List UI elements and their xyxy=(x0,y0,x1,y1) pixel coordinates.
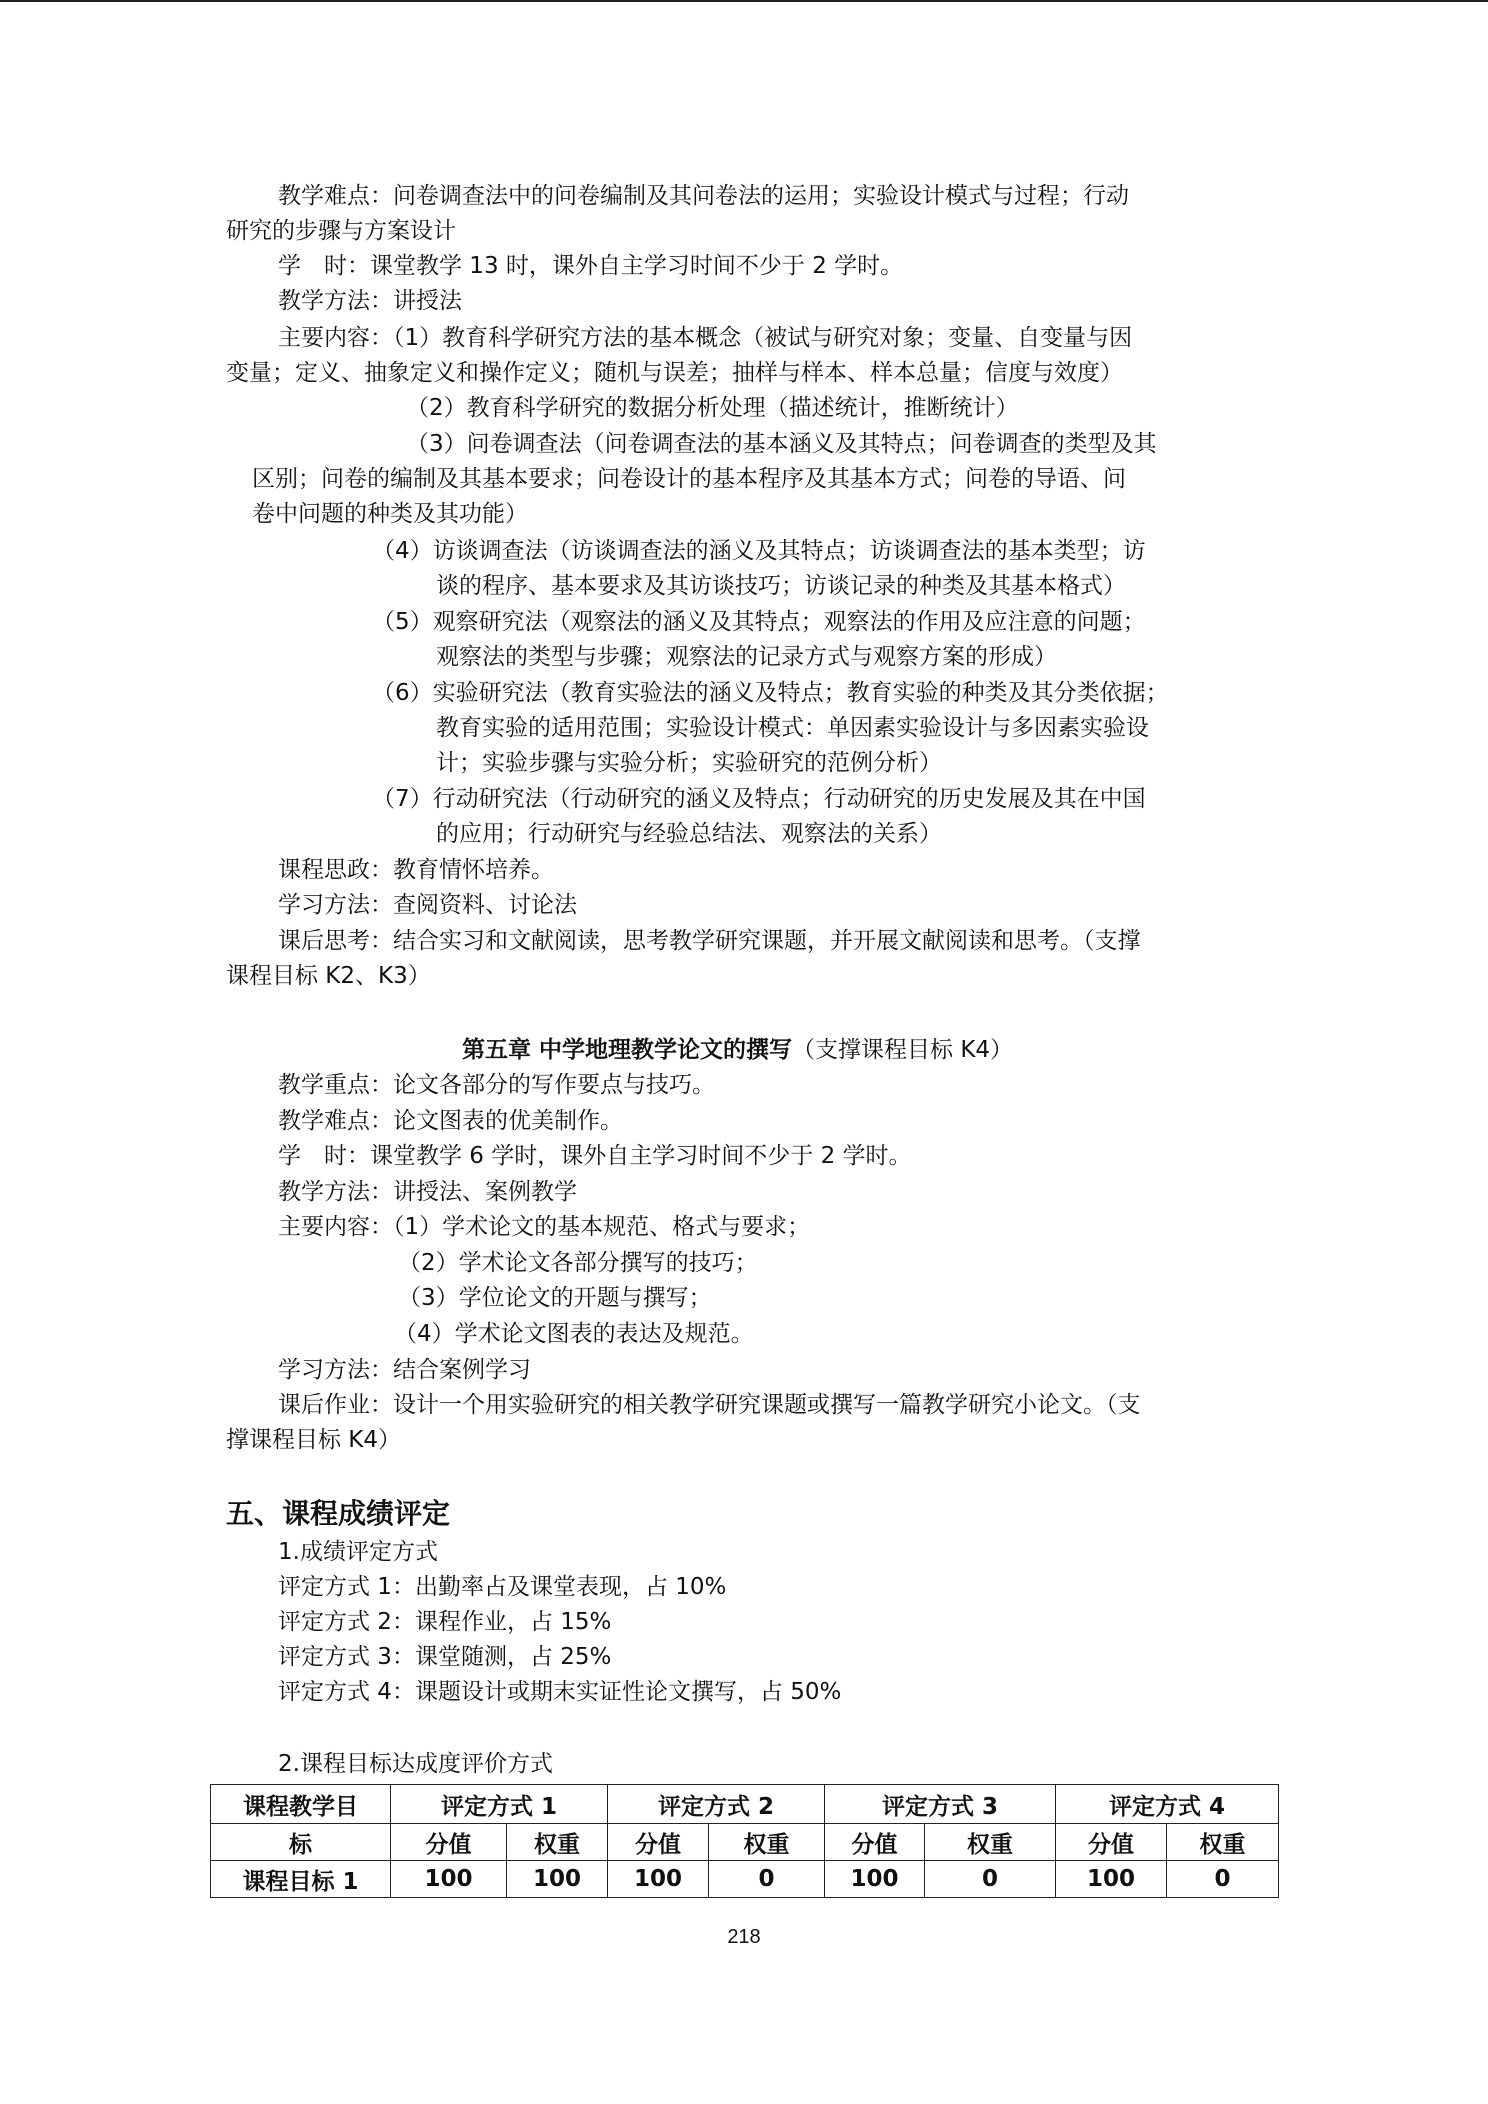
text-line: 课程思政：教育情怀培养。 xyxy=(278,857,554,883)
text-line: （5）观察研究法（观察法的涵义及其特点；观察法的作用及应注意的问题； xyxy=(372,609,1146,635)
text-line: 学习方法：结合案例学习 xyxy=(278,1357,531,1383)
table-cell: 0 xyxy=(709,1861,825,1898)
table-row xyxy=(211,1861,1279,1898)
text-line: 课程目标 K2、K3） xyxy=(226,963,431,989)
chapter-title-main: 第五章 中学地理教学论文的撰写 xyxy=(462,1037,793,1063)
text-line: 区别；问卷的编制及其基本要求；问卷设计的基本程序及其基本方式；问卷的导语、问 xyxy=(252,466,1126,492)
text-line: 教学重点：论文各部分的写作要点与技巧。 xyxy=(278,1072,715,1098)
text-line: 主要内容：（1）学术论文的基本规范、格式与要求； xyxy=(278,1214,811,1240)
text-line: 教学难点：问卷调查法中的问卷编制及其问卷法的运用；实验设计模式与过程；行动 xyxy=(278,183,1129,209)
table-subheader: 分值 xyxy=(391,1824,507,1861)
table-cell: 100 xyxy=(1056,1861,1167,1898)
table-row-label: 课程目标 1 xyxy=(211,1861,391,1898)
table-subheader: 权重 xyxy=(925,1824,1056,1861)
table-subheader: 权重 xyxy=(507,1824,608,1861)
page-number: 218 xyxy=(727,1926,761,1948)
text-line: （3）问卷调查法（问卷调查法的基本涵义及其特点；问卷调查的类型及其 xyxy=(406,431,1157,457)
table-method-header: 评定方式 2 xyxy=(608,1785,825,1824)
text-line: 学 时：课堂教学 6 学时，课外自主学习时间不少于 2 学时。 xyxy=(278,1143,912,1169)
text-line: 教学方法：讲授法、案例教学 xyxy=(278,1179,577,1205)
text-line: 评定方式 1：出勤率占及课堂表现，占 10% xyxy=(278,1574,727,1600)
chapter-title xyxy=(462,1034,1013,1066)
table-cell: 100 xyxy=(391,1861,507,1898)
chapter-title-note: （支撑课程目标 K4） xyxy=(792,1037,1014,1063)
table-cell: 100 xyxy=(507,1861,608,1898)
text-line: 学习方法：查阅资料、讨论法 xyxy=(278,892,577,918)
text-line: 谈的程序、基本要求及其访谈技巧；访谈记录的种类及其基本格式） xyxy=(436,573,1126,599)
text-line: 教育实验的适用范围；实验设计模式：单因素实验设计与多因素实验设 xyxy=(436,715,1149,741)
text-line: 观察法的类型与步骤；观察法的记录方式与观察方案的形成） xyxy=(436,644,1057,670)
text-line: 主要内容：（1）教育科学研究方法的基本概念（被试与研究对象；变量、自变量与因 xyxy=(278,325,1133,351)
text-line: （3）学位论文的开题与撰写； xyxy=(398,1285,712,1311)
text-line: 变量；定义、抽象定义和操作定义；随机与误差；抽样与样本、样本总量；信度与效度） xyxy=(226,360,1123,386)
text-line: （7）行动研究法（行动研究的涵义及特点；行动研究的历史发展及其在中国 xyxy=(372,786,1146,812)
text-line: 评定方式 2：课程作业，占 15% xyxy=(278,1609,612,1635)
text-line: 评定方式 3：课堂随测，占 25% xyxy=(278,1644,612,1670)
table-subheader: 权重 xyxy=(709,1824,825,1861)
text-line: 评定方式 4：课题设计或期末实证性论文撰写，占 50% xyxy=(278,1679,842,1705)
text-line: （2）教育科学研究的数据分析处理（描述统计，推断统计） xyxy=(406,395,1019,421)
text-line: 1.成绩评定方式 xyxy=(278,1539,438,1565)
text-line: 的应用；行动研究与经验总结法、观察法的关系） xyxy=(436,821,942,847)
table-subheader: 分值 xyxy=(608,1824,709,1861)
table-header-row xyxy=(211,1785,1279,1824)
text-line: 课后思考：结合实习和文献阅读，思考教学研究课题，并开展文献阅读和思考。（支撑 xyxy=(278,928,1141,954)
table-subheader: 分值 xyxy=(1056,1824,1167,1861)
text-line: 2.课程目标达成度评价方式 xyxy=(278,1751,553,1777)
text-line: 撑课程目标 K4） xyxy=(226,1427,402,1453)
text-line: 学 时：课堂教学 13 时，课外自主学习时间不少于 2 学时。 xyxy=(278,253,904,279)
table-subheader-row xyxy=(211,1824,1279,1861)
table-cell: 0 xyxy=(1167,1861,1279,1898)
table-method-header: 评定方式 1 xyxy=(391,1785,608,1824)
text-line: （4）学术论文图表的表达及规范。 xyxy=(394,1321,754,1347)
text-line: （2）学术论文各部分撰写的技巧； xyxy=(398,1250,758,1276)
table-corner-top: 课程教学目 xyxy=(211,1785,391,1824)
table-cell: 100 xyxy=(608,1861,709,1898)
text-line: 课后作业：设计一个用实验研究的相关教学研究课题或撰写一篇教学研究小论文。（支 xyxy=(278,1392,1141,1418)
text-line: 教学方法：讲授法 xyxy=(278,288,462,314)
text-line: 教学难点：论文图表的优美制作。 xyxy=(278,1108,623,1134)
section-heading: 五、课程成绩评定 xyxy=(226,1497,451,1530)
text-line: （4）访谈调查法（访谈调查法的涵义及其特点；访谈调查法的基本类型；访 xyxy=(372,538,1146,564)
page-top-border xyxy=(0,0,1488,2)
table-method-header: 评定方式 3 xyxy=(825,1785,1056,1824)
text-line: 卷中问题的种类及其功能） xyxy=(252,501,528,527)
table-cell: 100 xyxy=(825,1861,925,1898)
table-corner-bottom: 标 xyxy=(211,1824,391,1861)
table-method-header: 评定方式 4 xyxy=(1056,1785,1279,1824)
table-cell: 0 xyxy=(925,1861,1056,1898)
text-line: 研究的步骤与方案设计 xyxy=(226,218,456,244)
table-subheader: 权重 xyxy=(1167,1824,1279,1861)
assessment-table xyxy=(210,1784,1279,1898)
text-line: （6）实验研究法（教育实验法的涵义及特点；教育实验的种类及其分类依据； xyxy=(372,680,1169,706)
table-subheader: 分值 xyxy=(825,1824,925,1861)
text-line: 计；实验步骤与实验分析；实验研究的范例分析） xyxy=(436,750,942,776)
